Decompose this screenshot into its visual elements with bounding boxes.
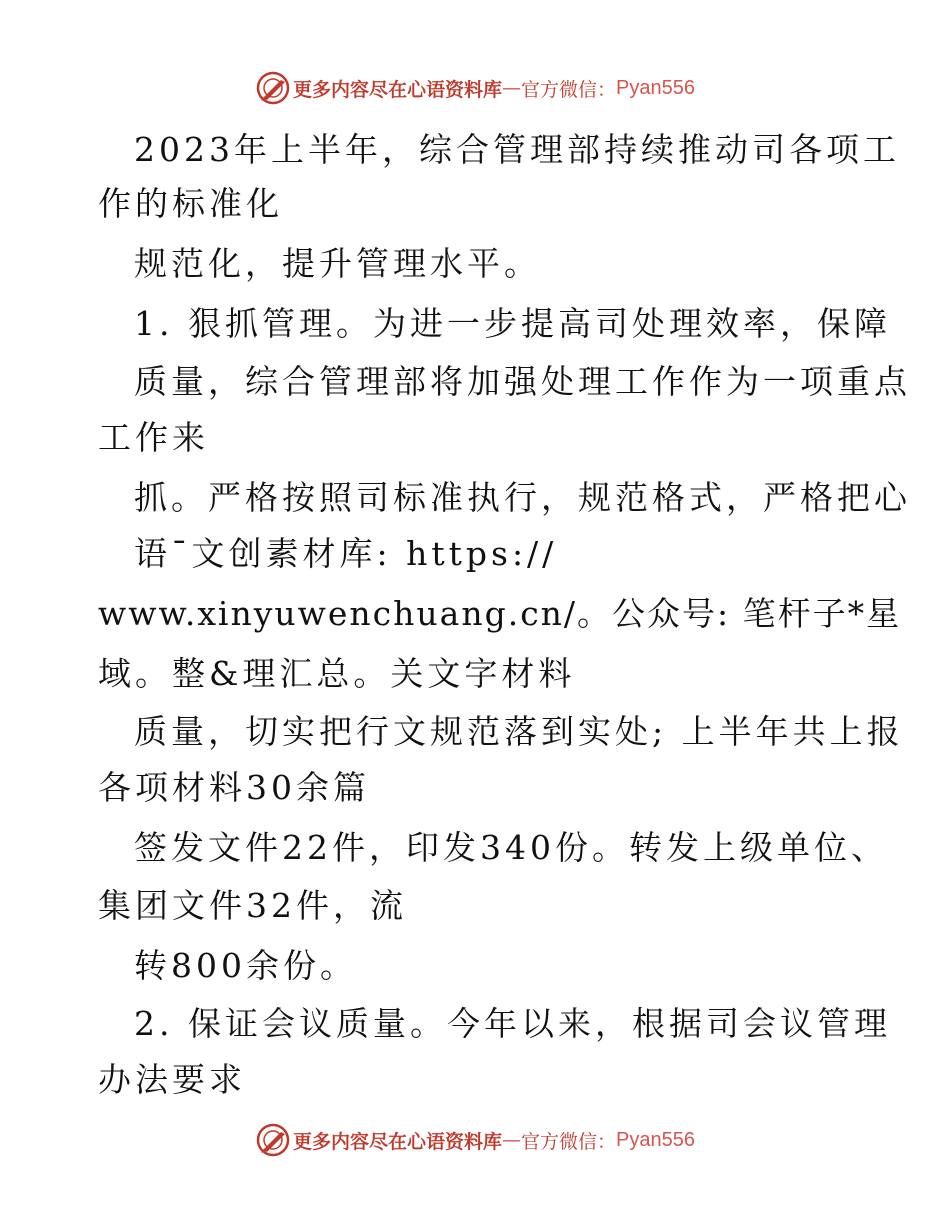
pen-logo-icon — [255, 70, 291, 106]
banner-wechat-label: 官方微信： — [521, 1130, 617, 1153]
banner-wechat-id: Pyan556 — [616, 76, 695, 99]
body-line: 质量，切实把行文规范落到实处; 上半年共上报 — [134, 712, 904, 751]
body-line: 工作来 — [98, 418, 209, 457]
banner-wechat-label: 官方微信： — [521, 78, 617, 101]
body-line: 域。整&理汇总。关文字材料 — [98, 654, 576, 693]
header-watermark-banner — [0, 68, 950, 108]
body-line: 1. 狠抓管理。为进一步提高司处理效率，保障 — [134, 304, 891, 343]
pen-logo-icon — [255, 1122, 291, 1158]
banner-wechat-id: Pyan556 — [616, 1128, 695, 1151]
body-line: 各项材料30余篇 — [98, 768, 370, 807]
footer-watermark-banner — [0, 1120, 950, 1160]
body-line: 语¯文创素材库: https:// — [134, 534, 558, 573]
body-line: 办法要求 — [98, 1060, 246, 1099]
body-line: 转800余份。 — [134, 946, 357, 985]
body-line: 2. 保证会议质量。今年以来，根据司会议管理 — [134, 1004, 891, 1043]
banner-separator: — — [502, 1129, 522, 1151]
body-line: 规范化，提升管理水平。 — [134, 244, 541, 283]
banner-text: 更多内容尽在心语资料库 — [293, 1130, 503, 1153]
body-line: 抓。严格按照司标准执行，规范格式，严格把心 — [134, 478, 911, 517]
body-line: 2023年上半年，综合管理部持续推动司各项工 — [134, 130, 900, 169]
body-line: 签发文件22件，印发340份。转发上级单位、 — [134, 828, 888, 867]
body-line: 质量，综合管理部将加强处理工作作为一项重点 — [134, 362, 911, 401]
body-line: 作的标准化 — [98, 184, 283, 223]
banner-separator: — — [502, 77, 522, 99]
banner-text: 更多内容尽在心语资料库 — [293, 78, 503, 101]
body-line: www.xinyuwenchuang.cn/。公众号: 笔杆子*星 — [98, 594, 902, 633]
body-line: 集团文件32件，流 — [98, 886, 407, 925]
